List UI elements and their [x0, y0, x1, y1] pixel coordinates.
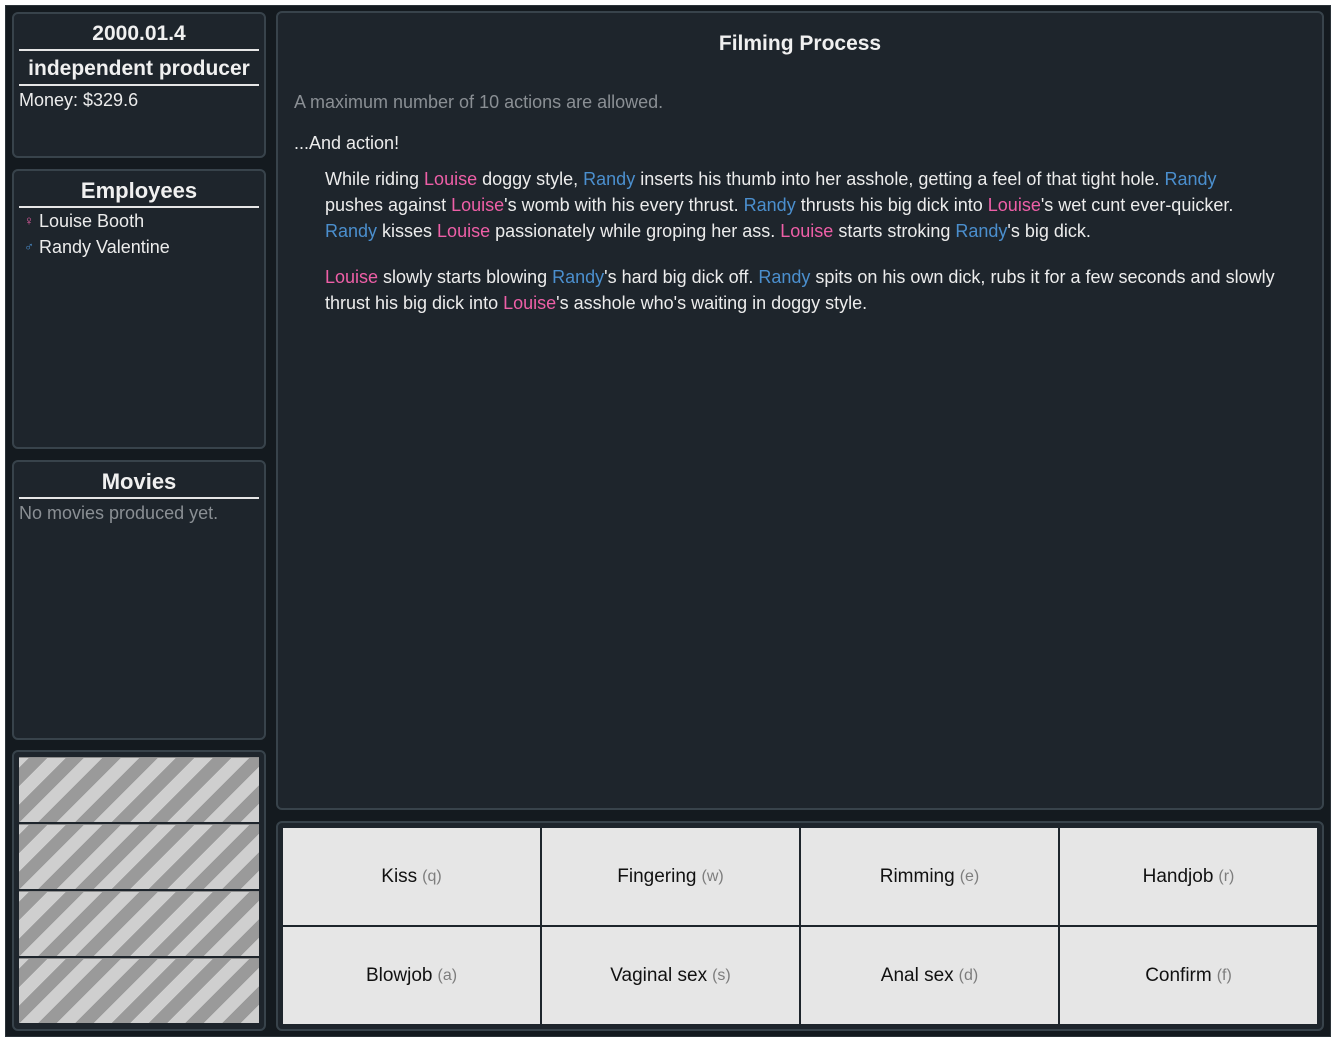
story-paragraph	[325, 166, 1276, 244]
hotkey-label: (a)	[437, 966, 458, 984]
employees-panel	[12, 169, 266, 449]
hotkey-label: (f)	[1216, 966, 1232, 984]
female-name: Louise	[987, 195, 1041, 215]
action-grid	[283, 828, 1317, 1024]
button-label: Anal sex	[880, 964, 954, 986]
empty-slot[interactable]	[19, 824, 259, 889]
male-name: Randy	[583, 169, 636, 189]
movies-title: Movies	[19, 466, 259, 499]
empty-slot[interactable]	[19, 958, 259, 1023]
anal-sex-button[interactable]	[801, 927, 1058, 1024]
filming-panel	[276, 11, 1324, 810]
confirm-button[interactable]	[1060, 927, 1317, 1024]
story-log	[294, 166, 1306, 316]
story-text: doggy style,	[477, 169, 584, 189]
game-window	[5, 5, 1331, 1037]
hotkey-label: (e)	[959, 867, 980, 885]
story-text: 's big dick.	[1007, 221, 1091, 241]
male-name: Randy	[743, 195, 796, 215]
info-panel	[12, 12, 266, 158]
story-text: 's hard big dick off.	[604, 267, 759, 287]
money-label: Money: $329.6	[19, 90, 139, 110]
story-text: pushes against	[325, 195, 452, 215]
employee-item[interactable]	[19, 208, 259, 234]
female-icon: ♀	[24, 213, 34, 228]
story-text: passionately while groping her ass.	[490, 221, 781, 241]
female-name: Louise	[780, 221, 834, 241]
story-text: slowly starts blowing	[378, 267, 553, 287]
female-name: Louise	[325, 267, 379, 287]
story-text: thrusts his big dick into	[795, 195, 988, 215]
button-label: Kiss	[381, 865, 418, 887]
button-label: Vaginal sex	[610, 964, 708, 986]
hotkey-label: (s)	[712, 966, 731, 984]
story-text: starts stroking	[833, 221, 956, 241]
female-name: Louise	[503, 293, 557, 313]
handjob-button[interactable]	[1060, 828, 1317, 925]
story-text: inserts his thumb into her asshole, getting a feel of that tight hole.	[635, 169, 1165, 189]
empty-slot[interactable]	[19, 891, 259, 956]
hotkey-label: (q)	[422, 867, 442, 885]
story-text: kisses	[377, 221, 438, 241]
story-text: 's asshole who's waiting in doggy style.	[556, 293, 868, 313]
story-text: 's wet cunt ever-quicker.	[1040, 195, 1234, 215]
story-text: 's womb with his every thrust.	[504, 195, 744, 215]
story-paragraph	[325, 264, 1276, 316]
slots-panel	[12, 750, 266, 1031]
fingering-button[interactable]	[542, 828, 799, 925]
male-name: Randy	[325, 221, 378, 241]
employee-name: Louise Booth	[39, 211, 145, 231]
employee-name: Randy Valentine	[39, 237, 170, 257]
actions-panel	[276, 821, 1324, 1031]
female-name: Louise	[451, 195, 505, 215]
movies-empty-text: No movies produced yet.	[19, 503, 219, 523]
hotkey-label: (r)	[1218, 867, 1235, 885]
empty-slot[interactable]	[19, 757, 259, 822]
button-label: Handjob	[1142, 865, 1214, 887]
button-label: Blowjob	[365, 964, 433, 986]
role-label: independent producer	[19, 53, 259, 86]
kiss-button[interactable]	[283, 828, 540, 925]
hotkey-label: (w)	[701, 867, 724, 885]
rimming-button[interactable]	[801, 828, 1058, 925]
female-name: Louise	[424, 169, 478, 189]
blowjob-button[interactable]	[283, 927, 540, 1024]
action-lead: ...And action!	[294, 133, 400, 153]
date-label: 2000.01.4	[19, 18, 259, 51]
male-name: Randy	[1164, 169, 1217, 189]
story-text: While riding	[325, 169, 425, 189]
male-name: Randy	[758, 267, 811, 287]
story-text: spits on his own dick, rubs it for a few seconds and slowly thrust his big dick into	[325, 267, 1275, 313]
employee-item[interactable]	[19, 234, 259, 260]
button-label: Confirm	[1145, 964, 1212, 986]
male-icon: ♂	[24, 239, 34, 254]
button-label: Fingering	[617, 865, 697, 887]
hotkey-label: (d)	[958, 966, 979, 984]
action-limit-note: A maximum number of 10 actions are allowed.	[294, 92, 664, 112]
employees-title: Employees	[19, 175, 259, 208]
male-name: Randy	[955, 221, 1008, 241]
filming-title: Filming Process	[718, 32, 882, 55]
vaginal-sex-button[interactable]	[542, 927, 799, 1024]
male-name: Randy	[552, 267, 605, 287]
button-label: Rimming	[879, 865, 955, 887]
female-name: Louise	[437, 221, 491, 241]
movies-panel	[12, 460, 266, 740]
